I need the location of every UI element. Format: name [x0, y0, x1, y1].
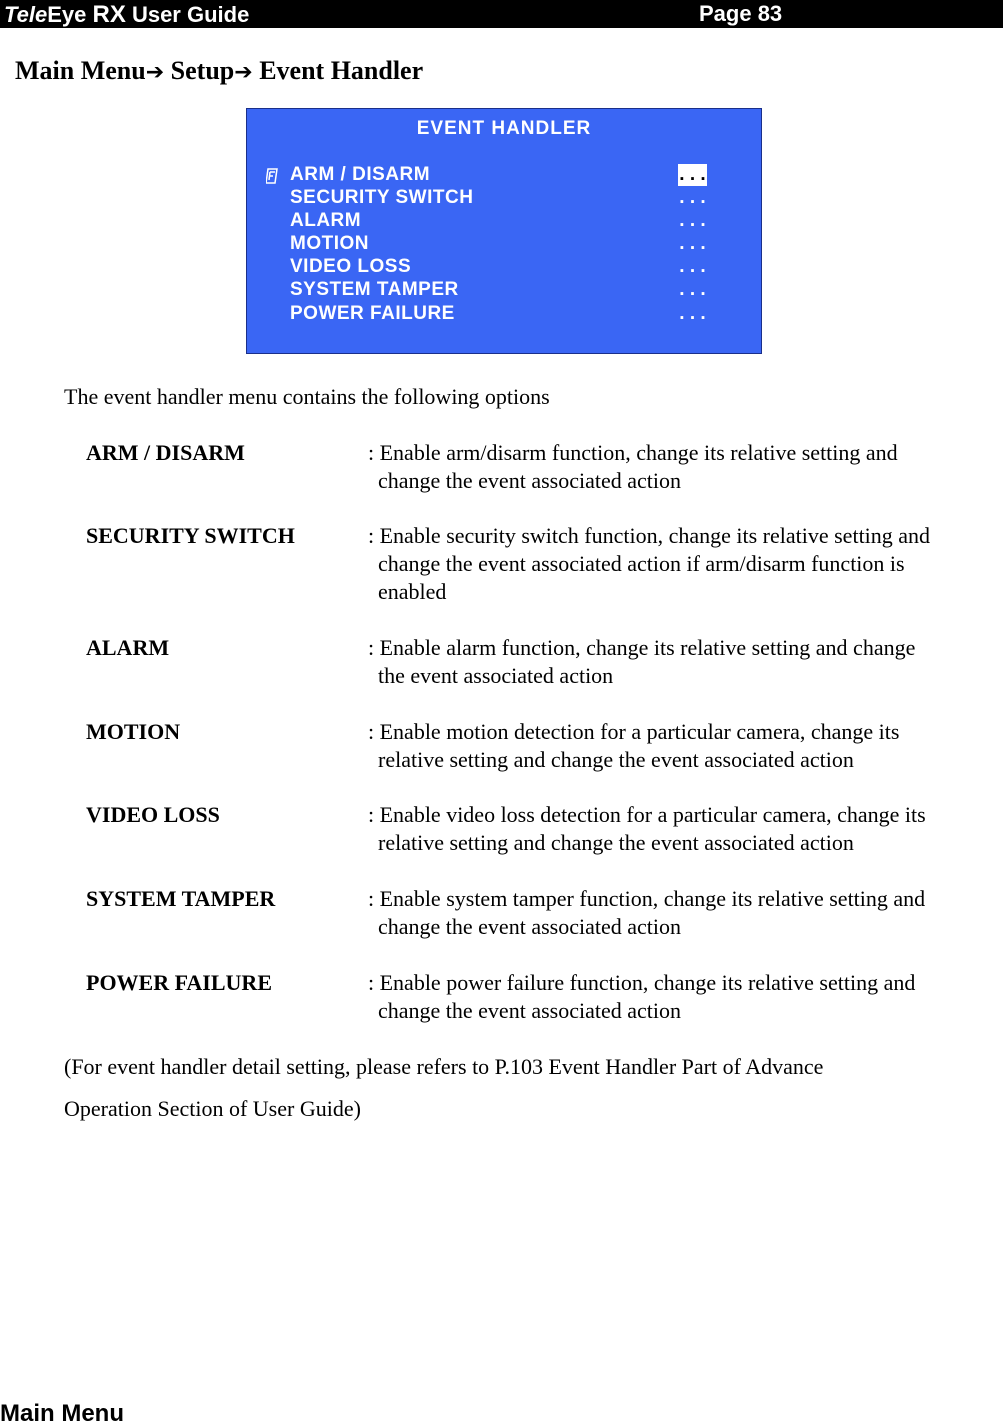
osd-item-label: ARM / DISARM — [290, 164, 431, 185]
footer-section-title: Main Menu — [0, 1400, 124, 1427]
osd-item-value: . . . — [679, 233, 706, 254]
guide-title: TeleEye RX User Guide — [4, 1, 250, 28]
osd-item-security-switch[interactable] — [247, 187, 761, 210]
osd-item-motion[interactable] — [247, 233, 761, 256]
intro-text: The event handler menu contains the following options — [64, 384, 550, 409]
event-handler-osd-screenshot — [246, 108, 762, 354]
option-description: : Enable video loss detection for a particular camera, change its relative setting and change the event associated action — [368, 802, 926, 855]
osd-item-value: . . . — [679, 187, 706, 208]
osd-item-video-loss[interactable] — [247, 256, 761, 279]
breadcrumb-setup: Setup — [170, 56, 235, 85]
option-description: : Enable security switch function, change its relative setting and change the event associated action if arm/disarm function is enabled — [368, 523, 931, 604]
option-label: SECURITY SWITCH — [86, 523, 295, 548]
option-label: ALARM — [86, 635, 170, 660]
osd-item-power-failure[interactable] — [247, 303, 761, 326]
note-line: (For event handler detail setting, please refers to P.103 Event Handler Part of Advance — [64, 1054, 824, 1079]
option-label: SYSTEM TAMPER — [86, 886, 276, 911]
osd-item-value: . . . — [679, 164, 706, 185]
osd-item-label: SYSTEM TAMPER — [290, 279, 459, 300]
cursor-icon — [266, 168, 278, 184]
option-description: : Enable alarm function, change its relative setting and change the event associated action — [368, 635, 916, 688]
option-label: MOTION — [86, 719, 181, 744]
osd-item-system-tamper[interactable] — [247, 279, 761, 302]
breadcrumb-event-handler: Event Handler — [259, 56, 424, 85]
breadcrumb-main-menu: Main Menu — [15, 56, 146, 85]
option-label: VIDEO LOSS — [86, 802, 220, 827]
osd-item-arm-disarm[interactable] — [247, 164, 761, 187]
osd-item-value: . . . — [679, 210, 706, 231]
breadcrumb — [15, 56, 423, 86]
osd-item-label: ALARM — [290, 210, 362, 231]
option-description: : Enable power failure function, change its relative setting and change the event associated action — [368, 970, 916, 1023]
arrow-right-icon: ➔ — [234, 60, 253, 85]
note-line: Operation Section of User Guide) — [64, 1096, 361, 1121]
option-label: ARM / DISARM — [86, 440, 245, 465]
osd-item-alarm[interactable] — [247, 210, 761, 233]
page-header — [0, 0, 1003, 28]
osd-item-value: . . . — [679, 256, 706, 277]
option-description: : Enable arm/disarm function, change its relative setting and change the event associated action — [368, 440, 898, 493]
page-number: Page 83 — [699, 1, 783, 26]
osd-title: EVENT HANDLER — [416, 118, 592, 139]
arrow-right-icon: ➔ — [145, 60, 165, 85]
option-description: : Enable motion detection for a particular camera, change its relative setting and change the event associated action — [368, 719, 900, 772]
osd-item-label: MOTION — [290, 233, 369, 254]
option-description: : Enable system tamper function, change its relative setting and change the event associated action — [368, 886, 926, 939]
osd-item-value: . . . — [679, 303, 706, 324]
osd-item-label: SECURITY SWITCH — [290, 187, 474, 208]
osd-item-value: . . . — [679, 279, 706, 300]
osd-item-label: POWER FAILURE — [290, 303, 455, 324]
option-label: POWER FAILURE — [86, 970, 272, 995]
osd-item-label: VIDEO LOSS — [290, 256, 412, 277]
